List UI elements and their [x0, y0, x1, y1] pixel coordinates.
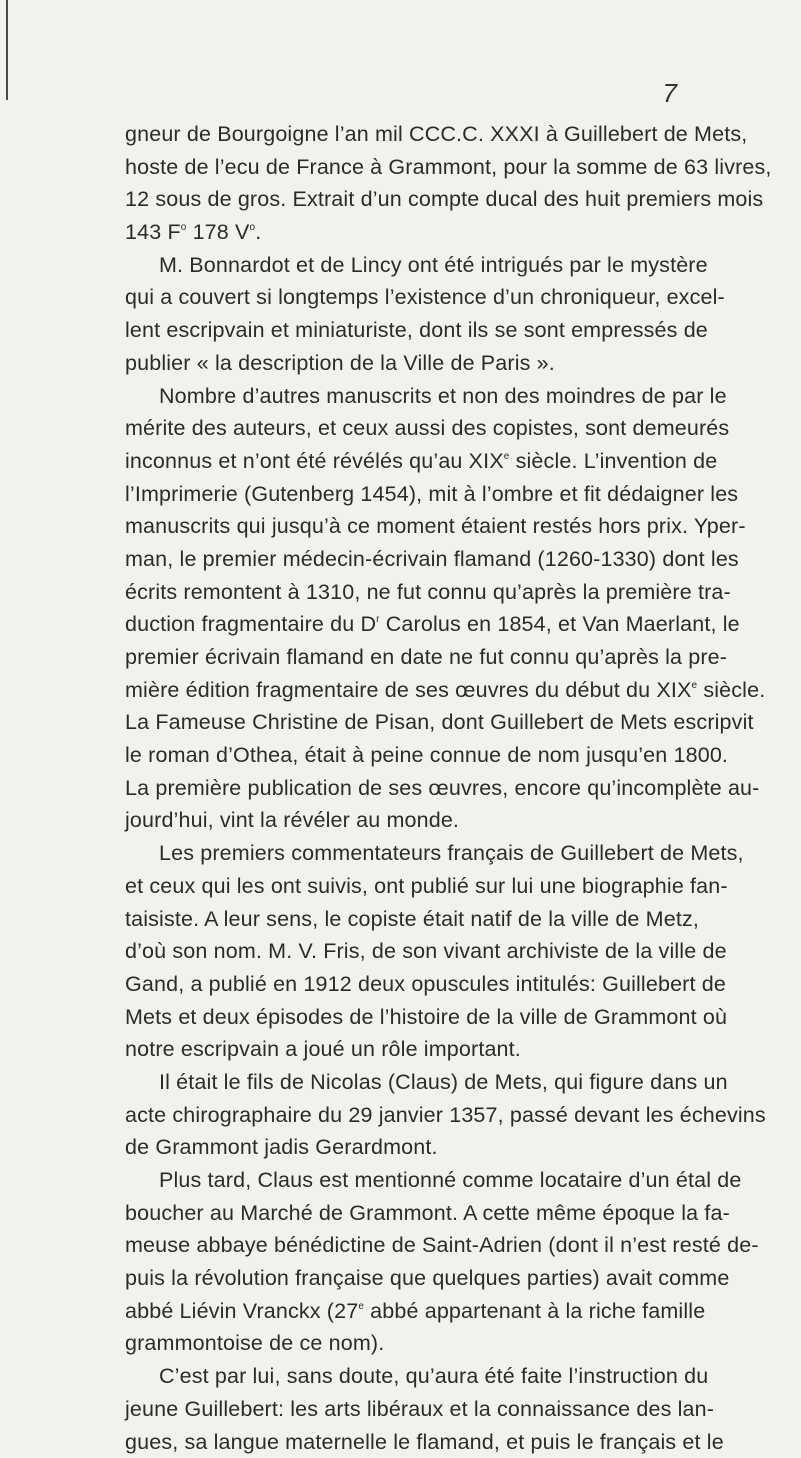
text-line: premier écrivain flamand en date ne fut connu qu’après la pre-	[125, 641, 695, 674]
text-line: C’est par lui, sans doute, qu’aura été faite l’instruction du	[125, 1360, 695, 1393]
text-line: inconnus et n’ont été révélés qu’au XIXe siècle. L’invention de	[125, 445, 695, 478]
text-line: de Grammont jadis Gerardmont.	[125, 1131, 695, 1164]
text-line: 12 sous de gros. Extrait d’un compte ducal des huit premiers mois	[125, 183, 695, 216]
text-line: écrits remontent à 1310, ne fut connu qu’après la première tra-	[125, 576, 695, 609]
text-line: l’Imprimerie (Gutenberg 1454), mit à l’ombre et fit dédaigner les	[125, 478, 695, 511]
text-line: mérite des auteurs, et ceux aussi des copistes, sont demeurés	[125, 412, 695, 445]
text-line: taisiste. A leur sens, le copiste était natif de la ville de Metz,	[125, 903, 695, 936]
text-line: jourd’hui, vint la révéler au monde.	[125, 804, 695, 837]
text-line: gues, sa langue maternelle le flamand, et puis le français et le	[125, 1426, 695, 1458]
text-line: Il était le fils de Nicolas (Claus) de Mets, qui figure dans un	[125, 1066, 695, 1099]
text-line: le roman d’Othea, était à peine connue de nom jusqu’en 1800.	[125, 739, 695, 772]
text-line: Plus tard, Claus est mentionné comme locataire d’un étal de	[125, 1164, 695, 1197]
text-line: manuscrits qui jusqu’à ce moment étaient restés hors prix. Yper-	[125, 510, 695, 543]
text-line: notre escripvain a joué un rôle important.	[125, 1033, 695, 1066]
text-line: man, le premier médecin-écrivain flamand (1260-1330) dont les	[125, 543, 695, 576]
page-edge-rule	[6, 0, 8, 100]
text-line: d’où son nom. M. V. Fris, de son vivant archiviste de la ville de	[125, 935, 695, 968]
text-line: puis la révolution française que quelques parties) avait comme	[125, 1262, 695, 1295]
body-text	[125, 118, 695, 1458]
text-line: abbé Liévin Vranckx (27e abbé appartenant à la riche famille	[125, 1295, 695, 1328]
text-line: Gand, a publié en 1912 deux opuscules intitulés: Guillebert de	[125, 968, 695, 1001]
text-line: hoste de l’ecu de France à Grammont, pour la somme de 63 livres,	[125, 151, 695, 184]
text-line: M. Bonnardot et de Lincy ont été intrigués par le mystère	[125, 249, 695, 282]
text-line: acte chirographaire du 29 janvier 1357, passé devant les échevins	[125, 1099, 695, 1132]
page-number: 7	[663, 78, 677, 109]
text-line: La Fameuse Christine de Pisan, dont Guillebert de Mets escripvit	[125, 706, 695, 739]
text-line: grammontoise de ce nom).	[125, 1327, 695, 1360]
text-line: et ceux qui les ont suivis, ont publié sur lui une biographie fan-	[125, 870, 695, 903]
text-line: publier « la description de la Ville de Paris ».	[125, 347, 695, 380]
text-line: 143 $F^o$ 178 $V^o$.	[125, 216, 695, 249]
text-line: gneur de Bourgoigne l’an mil CCC.C. XXXI à Guillebert de Mets,	[125, 118, 695, 151]
text-line: meuse abbaye bénédictine de Saint-Adrien (dont il n’est resté de-	[125, 1229, 695, 1262]
text-line: boucher au Marché de Grammont. A cette même époque la fa-	[125, 1197, 695, 1230]
text-line: mière édition fragmentaire de ses œuvres du début du XIXe siècle.	[125, 674, 695, 707]
text-line: qui a couvert si longtemps l’existence d’un chroniqueur, excel-	[125, 281, 695, 314]
text-line: La première publication de ses œuvres, encore qu’incomplète au-	[125, 772, 695, 805]
text-line: Nombre d’autres manuscrits et non des moindres de par le	[125, 380, 695, 413]
text-line: duction fragmentaire du $D^r$ Carolus en 1854, et Van Maerlant, le	[125, 608, 695, 641]
text-line: lent escripvain et miniaturiste, dont ils se sont empressés de	[125, 314, 695, 347]
text-line: jeune Guillebert: les arts libéraux et la connaissance des lan-	[125, 1393, 695, 1426]
text-line: Mets et deux épisodes de l’histoire de la ville de Grammont où	[125, 1001, 695, 1034]
text-line: Les premiers commentateurs français de Guillebert de Mets,	[125, 837, 695, 870]
